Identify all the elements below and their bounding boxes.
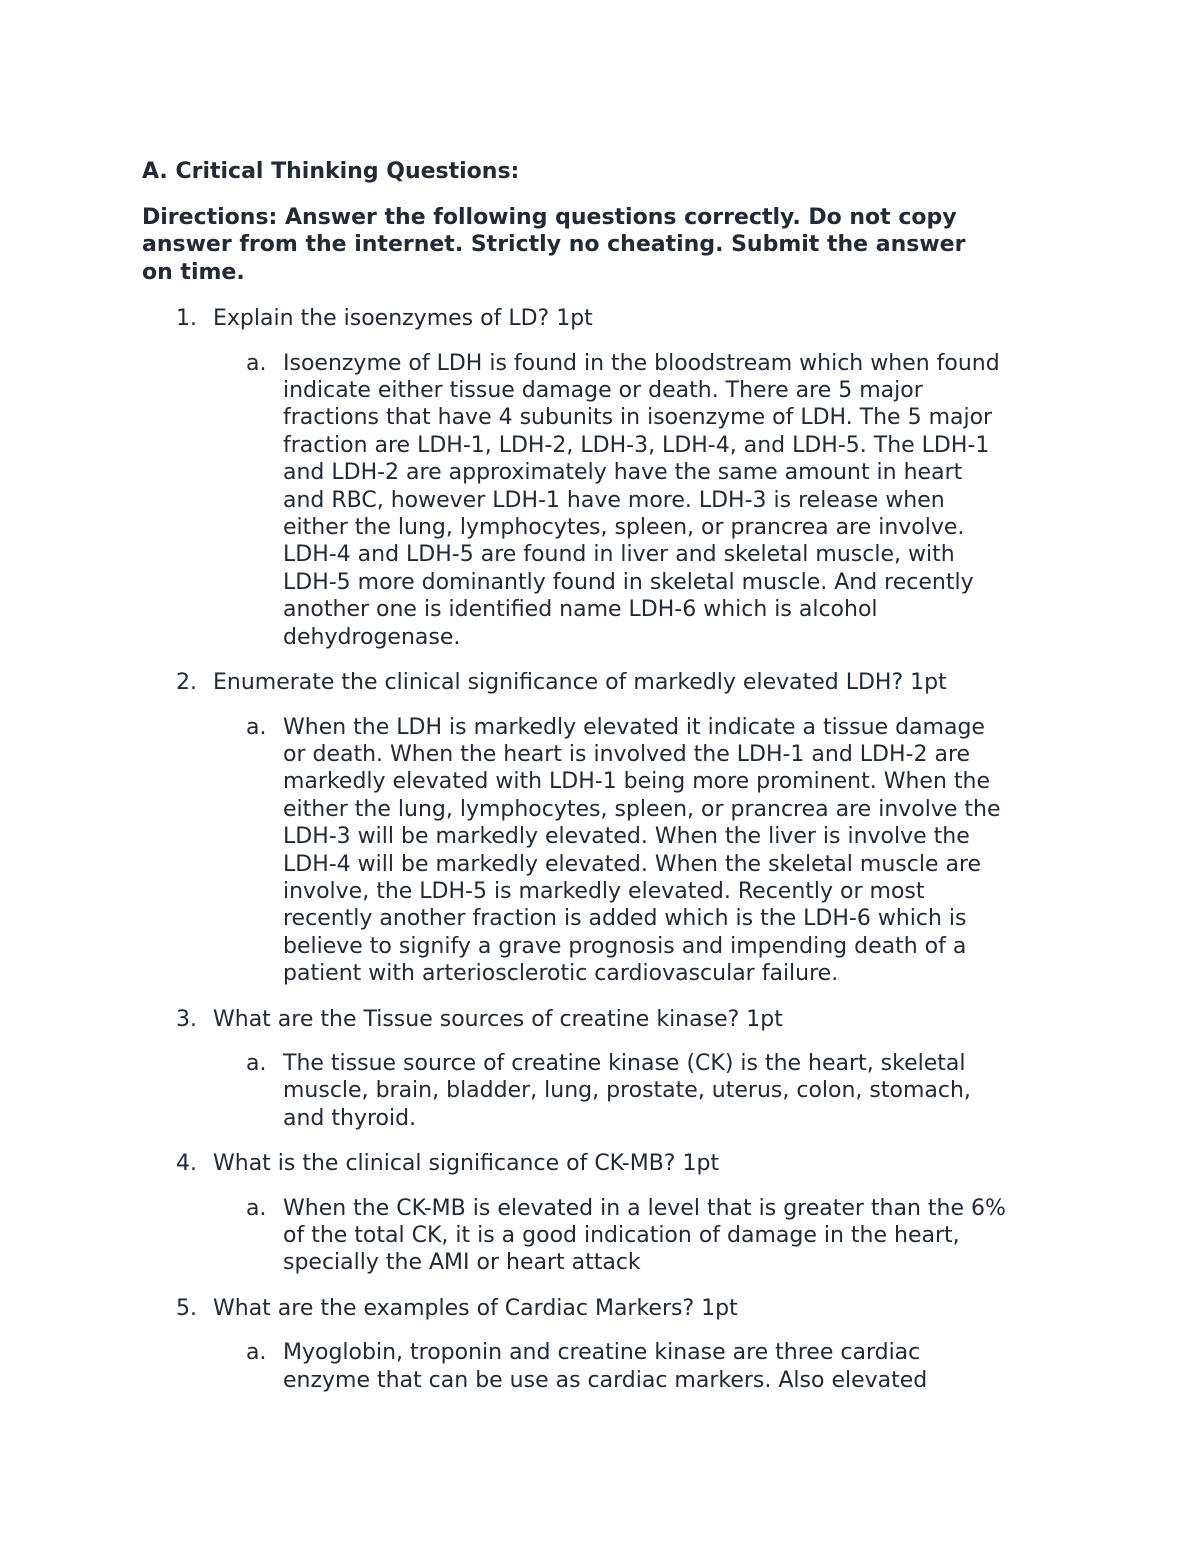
document-page [142, 158, 1072, 1412]
question-text: What is the clinical significance of CK-MB? 1pt [213, 1151, 720, 1177]
answer-line: LDH-5 more dominantly found in skeletal muscle. And recently [283, 569, 974, 595]
answer-item [142, 1339, 1072, 1394]
directions-line: Directions: Answer the following questions correctly. Do not copy [142, 205, 957, 230]
question-text: What are the Tissue sources of creatine kinase? 1pt [213, 1006, 783, 1032]
answer-line: believe to signify a grave prognosis and impending death of a [283, 933, 967, 959]
answer-item [142, 350, 1072, 651]
question-text: Explain the isoenzymes of LD? 1pt [213, 306, 593, 332]
question-number: 1. [176, 306, 197, 332]
directions-line: answer from the internet. Strictly no cheating. Submit the answer [142, 232, 966, 258]
answer-text [283, 1195, 1073, 1277]
answer-line: When the CK-MB is elevated in a level that is greater than the 6% [283, 1195, 1006, 1221]
answer-letter: a. [246, 350, 267, 376]
answer-line: fraction are LDH-1, LDH-2, LDH-3, LDH-4, and LDH-5. The LDH-1 [283, 432, 990, 458]
answer-line: enzyme that can be use as cardiac markers. Also elevated [283, 1367, 928, 1393]
answer-line: and thyroid. [283, 1105, 417, 1131]
answer-line: LDH-4 and LDH-5 are found in liver and skeletal muscle, with [283, 542, 955, 568]
question-number: 4. [176, 1151, 197, 1177]
answer-text [283, 714, 1073, 988]
question-number: 5. [176, 1295, 197, 1321]
answer-line: and RBC, however LDH-1 have more. LDH-3 is release when [283, 487, 945, 513]
answer-text [283, 350, 1073, 651]
answer-line: involve, the LDH-5 is markedly elevated. Recently or most [283, 878, 925, 904]
question-item [142, 305, 1072, 651]
answer-letter: a. [246, 1195, 267, 1221]
answer-line: specially the AMI or heart attack [283, 1250, 641, 1276]
answer-line: indicate either tissue damage or death. There are 5 major [283, 378, 923, 404]
answer-item [142, 714, 1072, 988]
section-title: A. Critical Thinking Questions: [142, 159, 520, 184]
answer-item [142, 1195, 1072, 1277]
answer-line: dehydrogenase. [283, 624, 461, 650]
answer-line: recently another fraction is added which is the LDH-6 which is [283, 906, 967, 932]
answer-letter: a. [246, 714, 267, 740]
question-number: 3. [176, 1006, 197, 1032]
question-list [142, 305, 1072, 1394]
question-item [142, 1295, 1072, 1394]
answer-line: fractions that have 4 subunits in isoenzyme of LDH. The 5 major [283, 405, 993, 431]
answer-line: of the total CK, it is a good indication of damage in the heart, [283, 1223, 960, 1248]
answer-line: The tissue source of creatine kinase (CK) is the heart, skeletal [283, 1050, 966, 1076]
answer-line: either the lung, lymphocytes, spleen, or prancrea are involve the [283, 796, 1001, 822]
answer-letter: a. [246, 1050, 267, 1076]
answer-item [142, 1050, 1072, 1132]
question-number: 2. [176, 670, 197, 696]
question-item [142, 669, 1072, 987]
question-item [142, 1006, 1072, 1133]
answer-line: muscle, brain, bladder, lung, prostate, uterus, colon, stomach, [283, 1078, 971, 1104]
answer-line: another one is identified name LDH-6 which is alcohol [283, 597, 878, 623]
answer-line: LDH-4 will be markedly elevated. When the skeletal muscle are [283, 851, 982, 877]
answer-text [283, 1050, 1073, 1132]
answer-line: LDH-3 will be markedly elevated. When the liver is involve the [283, 824, 970, 850]
answer-line: Myoglobin, troponin and creatine kinase are three cardiac [283, 1340, 921, 1366]
answer-line: markedly elevated with LDH-1 being more prominent. When the [283, 769, 991, 795]
answer-line: either the lung, lymphocytes, spleen, or prancrea are involve. [283, 515, 965, 541]
answer-line: and LDH-2 are approximately have the same amount in heart [283, 460, 963, 486]
question-item [142, 1150, 1072, 1277]
answer-line: Isoenzyme of LDH is found in the bloodstream which when found [283, 350, 1000, 376]
answer-letter: a. [246, 1340, 267, 1366]
question-text: What are the examples of Cardiac Markers? 1pt [213, 1295, 738, 1321]
question-text: Enumerate the clinical significance of markedly elevated LDH? 1pt [213, 670, 947, 696]
answer-text [283, 1339, 1073, 1394]
answer-line: patient with arteriosclerotic cardiovascular failure. [283, 961, 839, 987]
directions-paragraph [142, 204, 1072, 286]
answer-line: or death. When the heart is involved the LDH-1 and LDH-2 are [283, 741, 971, 767]
answer-line: When the LDH is markedly elevated it indicate a tissue damage [283, 714, 985, 740]
directions-line: on time. [142, 259, 245, 285]
